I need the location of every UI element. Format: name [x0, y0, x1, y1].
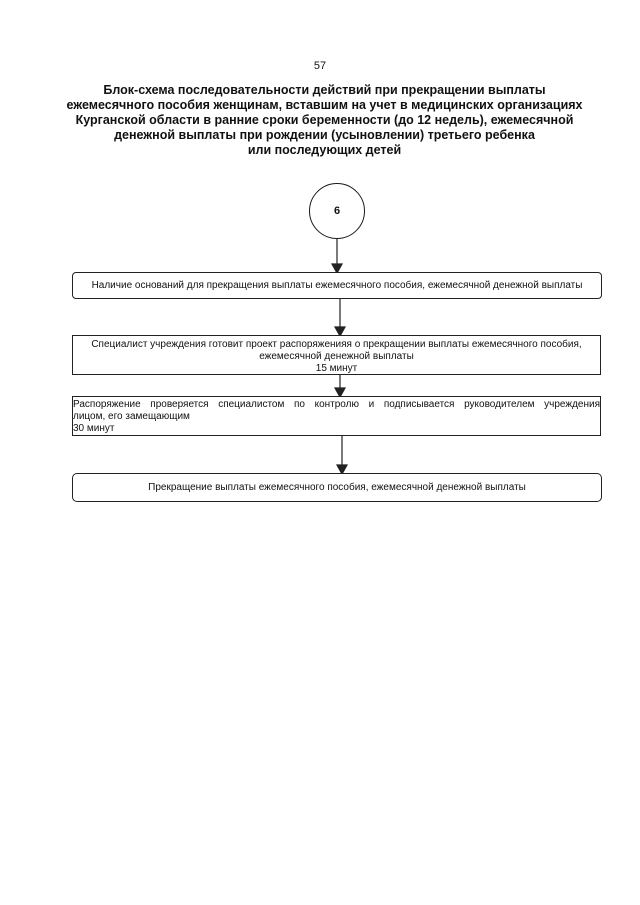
flow-step-3-duration: 30 минут — [73, 423, 115, 434]
title-line-2: ежемесячного пособия женщинам, вставшим на учет в медицинских организациях — [66, 98, 583, 112]
flow-step-2-line-1: Специалист учреждения готовит проект распоряженияя о прекращении выплаты ежемесячного пособия, — [91, 339, 582, 350]
flow-step-4-text: Прекращение выплаты ежемесячного пособия, ежемесячной денежной выплаты — [148, 481, 526, 493]
connector-label: 6 — [333, 205, 341, 217]
flow-step-2-line-2: ежемесячной денежной выплаты — [259, 351, 414, 362]
flow-step-3-line-1: Распоряжение проверяется специалистом по контролю и подписывается руководителем учреждения — [73, 399, 600, 410]
title-line-4: денежной выплаты при рождении (усыновлении) третьего ребенка — [114, 128, 535, 142]
connector-circle — [309, 183, 365, 239]
flow-step-2-duration: 15 минут — [315, 363, 358, 374]
flow-step-3 — [72, 396, 601, 436]
flow-step-4 — [72, 473, 602, 502]
title-line-5: или последующих детей — [247, 143, 402, 157]
title-line-3: Курганской области в ранние сроки беременности (до 12 недель), ежемесячной — [75, 113, 574, 127]
flow-step-3-line-2: лицом, его замещающим — [73, 411, 190, 422]
page-number: 57 — [313, 60, 327, 72]
flow-step-2 — [72, 335, 601, 375]
flow-step-1-text: Наличие оснований для прекращения выплаты ежемесячного пособия, ежемесячной денежной выплаты — [91, 279, 583, 291]
flow-step-1 — [72, 272, 602, 299]
page-title — [62, 83, 587, 158]
title-line-1: Блок-схема последовательности действий при прекращении выплаты — [103, 83, 546, 97]
